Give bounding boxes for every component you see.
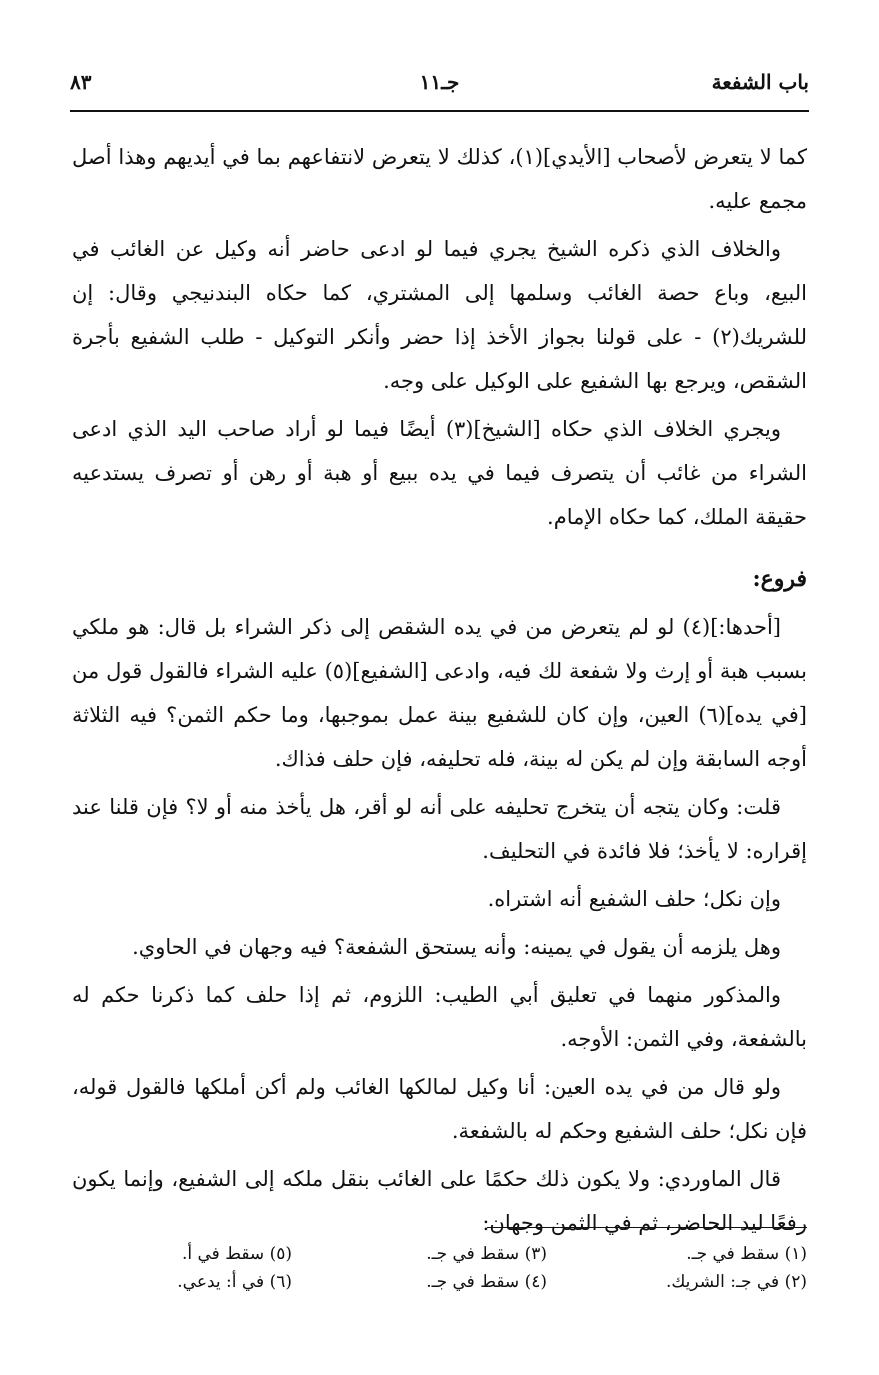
header-rule: [70, 110, 809, 112]
main-text: [72, 135, 807, 1249]
paragraph: [أحدها:](٤) لو لم يتعرض من في يده الشقص إلى ذكر الشراء بل قال: هو ملكي بسبب هبة أو إرث ولا شفعة لك فيه، وادعى [الشفيع](٥) عليه الشراء فالقول قول من [في يده](٦) العين، وإن كان للشفيع بينة عمل بموجبها، وما حكم الثمن؟ فيه الثلاثة أوجه السابقة وإن لم يكن له بينة، فله تحليفه، فإن حلف فذاك.: [72, 615, 807, 771]
paragraph: والمذكور منهما في تعليق أبي الطيب: اللزوم، ثم إذا حلف كما ذكرنا حكم له بالشفعة، وفي الثمن: الأوجه.: [72, 983, 807, 1051]
footnote-column: [72, 1240, 292, 1296]
page-number: ٨٣: [70, 70, 92, 94]
paragraph: ويجري الخلاف الذي حكاه [الشيخ](٣) أيضًا فيما لو أراد صاحب اليد الذي ادعى الشراء من غائب أن يتصرف فيما في يده ببيع أو هبة أو رهن أو تصرف يستدعيه حقيقة الملك، كما حكاه الإمام.: [72, 417, 807, 529]
paragraph: قال الماوردي: ولا يكون ذلك حكمًا على الغائب بنقل ملكه إلى الشفيع، وإنما يكون رفعًا ليد الحاضر، ثم في الثمن وجهان:: [72, 1167, 807, 1235]
footnote: (١) سقط في جـ.: [686, 1244, 807, 1264]
footnote: (٥) سقط في أ.: [181, 1244, 292, 1264]
paragraph: كما لا يتعرض لأصحاب [الأيدي](١)، كذلك لا يتعرض لانتفاعهم بما في أيديهم وهذا أصل مجمع عليه.: [72, 145, 807, 213]
footnote: (٣) سقط في جـ.: [426, 1244, 547, 1264]
paragraph: ولو قال من في يده العين: أنا وكيل لمالكها الغائب ولم أكن أملكها فالقول قوله، فإن نكل؛ حلف الشفيع وحكم له بالشفعة.: [72, 1075, 807, 1143]
footnote: (٢) في جـ: الشريك.: [665, 1272, 807, 1292]
footnote-column: [327, 1240, 547, 1296]
running-header: [70, 70, 809, 106]
paragraph: وهل يلزمه أن يقول في يمينه: وأنه يستحق الشفعة؟ فيه وجهان في الحاوي.: [132, 935, 781, 959]
footnote: (٤) سقط في جـ.: [426, 1272, 547, 1292]
paragraph: قلت: وكان يتجه أن يتخرج تحليفه على أنه لو أقر، هل يأخذ منه أو لا؟ فإن قلنا عند إقراره: لا يأخذ؛ فلا فائدة في التحليف.: [72, 795, 807, 863]
footnote: (٦) في أ: يدعي.: [177, 1272, 292, 1292]
footnote-column: [587, 1240, 807, 1296]
footnotes: [72, 1240, 807, 1300]
paragraph: وإن نكل؛ حلف الشفيع أنه اشتراه.: [487, 887, 781, 911]
paragraph: والخلاف الذي ذكره الشيخ يجري فيما لو ادعى حاضر أنه وكيل عن الغائب في البيع، وباع حصة الغائب وسلمها إلى المشتري، كما حكاه البندنيجي وقال: إن للشريك(٢) - على قولنا بجواز الأخذ إذا حضر وأنكر التوكيل - طلب الشفيع بأجرة الشقص، ويرجع بها الشفيع على الوكيل على وجه.: [72, 237, 808, 393]
volume-label: جـ١١: [419, 70, 460, 94]
footnote-rule: [487, 1227, 807, 1228]
chapter-title: باب الشفعة: [711, 70, 809, 94]
section-heading: فروع:: [752, 566, 807, 592]
